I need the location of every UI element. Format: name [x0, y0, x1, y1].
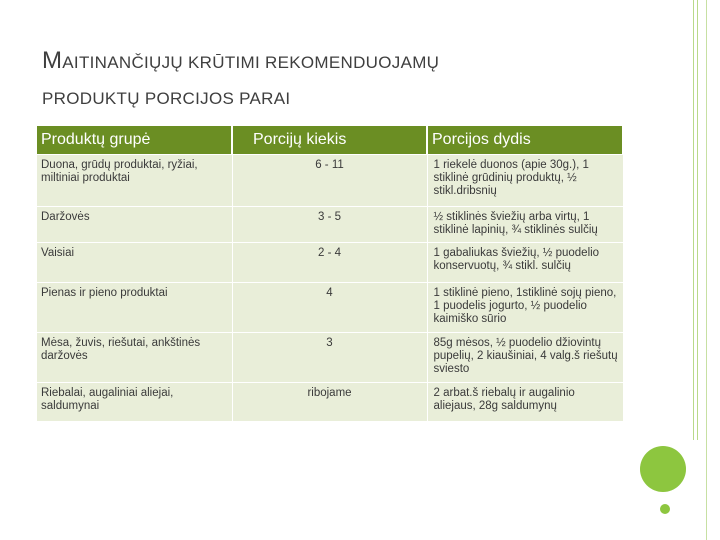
title-line2: PRODUKTŲ PORCIJOS PARAI — [42, 89, 291, 108]
header-size: Porcijos dydis — [427, 126, 623, 155]
header-group: Produktų grupė — [37, 126, 232, 155]
title-line1: AITINANČIŲJŲ KRŪTIMI REKOMENDUOJAMŲ — [62, 53, 440, 72]
table-row — [37, 383, 623, 421]
header-amount: Porcijų kiekis — [232, 126, 427, 155]
cell-amount: ribojame — [232, 383, 427, 421]
cell-size: 1 gabaliukas šviežių, ½ puodelio konservuotų, ¾ stikl. sulčių — [427, 243, 623, 283]
table-header-row — [37, 126, 623, 155]
decorative-circle-small — [660, 504, 670, 514]
decorative-line — [697, 0, 698, 440]
cell-size: ½ stiklinės šviežių arba virtų, 1 stiklinė lapinių, ¾ stiklinės sulčių — [427, 207, 623, 243]
cell-size: 1 stiklinė pieno, 1stiklinė sojų pieno, 1 puodelis jogurto, ½ puodelio kaimiško sūrio — [427, 283, 623, 333]
cell-group: Duona, grūdų produktai, ryžiai, miltiniai produktai — [37, 155, 232, 207]
portions-table — [37, 126, 624, 421]
cell-amount: 3 — [232, 333, 427, 383]
cell-amount: 3 - 5 — [232, 207, 427, 243]
table-row — [37, 155, 623, 207]
cell-group: Pienas ir pieno produktai — [37, 283, 232, 333]
decorative-line — [693, 0, 694, 440]
table-row — [37, 207, 623, 243]
cell-group: Riebalai, augaliniai aliejai, saldumynai — [37, 383, 232, 421]
cell-amount: 6 - 11 — [232, 155, 427, 207]
decorative-circle-large — [640, 446, 686, 492]
cell-size: 1 riekelė duonos (apie 30g.), 1 stiklinė grūdinių produktų, ½ stikl.dribsnių — [427, 155, 623, 207]
cell-group: Daržovės — [37, 207, 232, 243]
cell-amount: 2 - 4 — [232, 243, 427, 283]
cell-size: 85g mėsos, ½ puodelio džiovintų pupelių, 2 kiaušiniai, 4 valg.š riešutų sviesto — [427, 333, 623, 383]
cell-group: Vaisiai — [37, 243, 232, 283]
table-row — [37, 283, 623, 333]
cell-amount: 4 — [232, 283, 427, 333]
table-row — [37, 243, 623, 283]
cell-group: Mėsa, žuvis, riešutai, ankštinės daržovės — [37, 333, 232, 383]
title-initial: M — [42, 47, 63, 74]
table-row — [37, 333, 623, 383]
cell-size: 2 arbat.š riebalų ir augalinio aliejaus, 28g saldumynų — [427, 383, 623, 421]
decorative-line — [706, 0, 707, 540]
slide-title — [42, 44, 642, 116]
